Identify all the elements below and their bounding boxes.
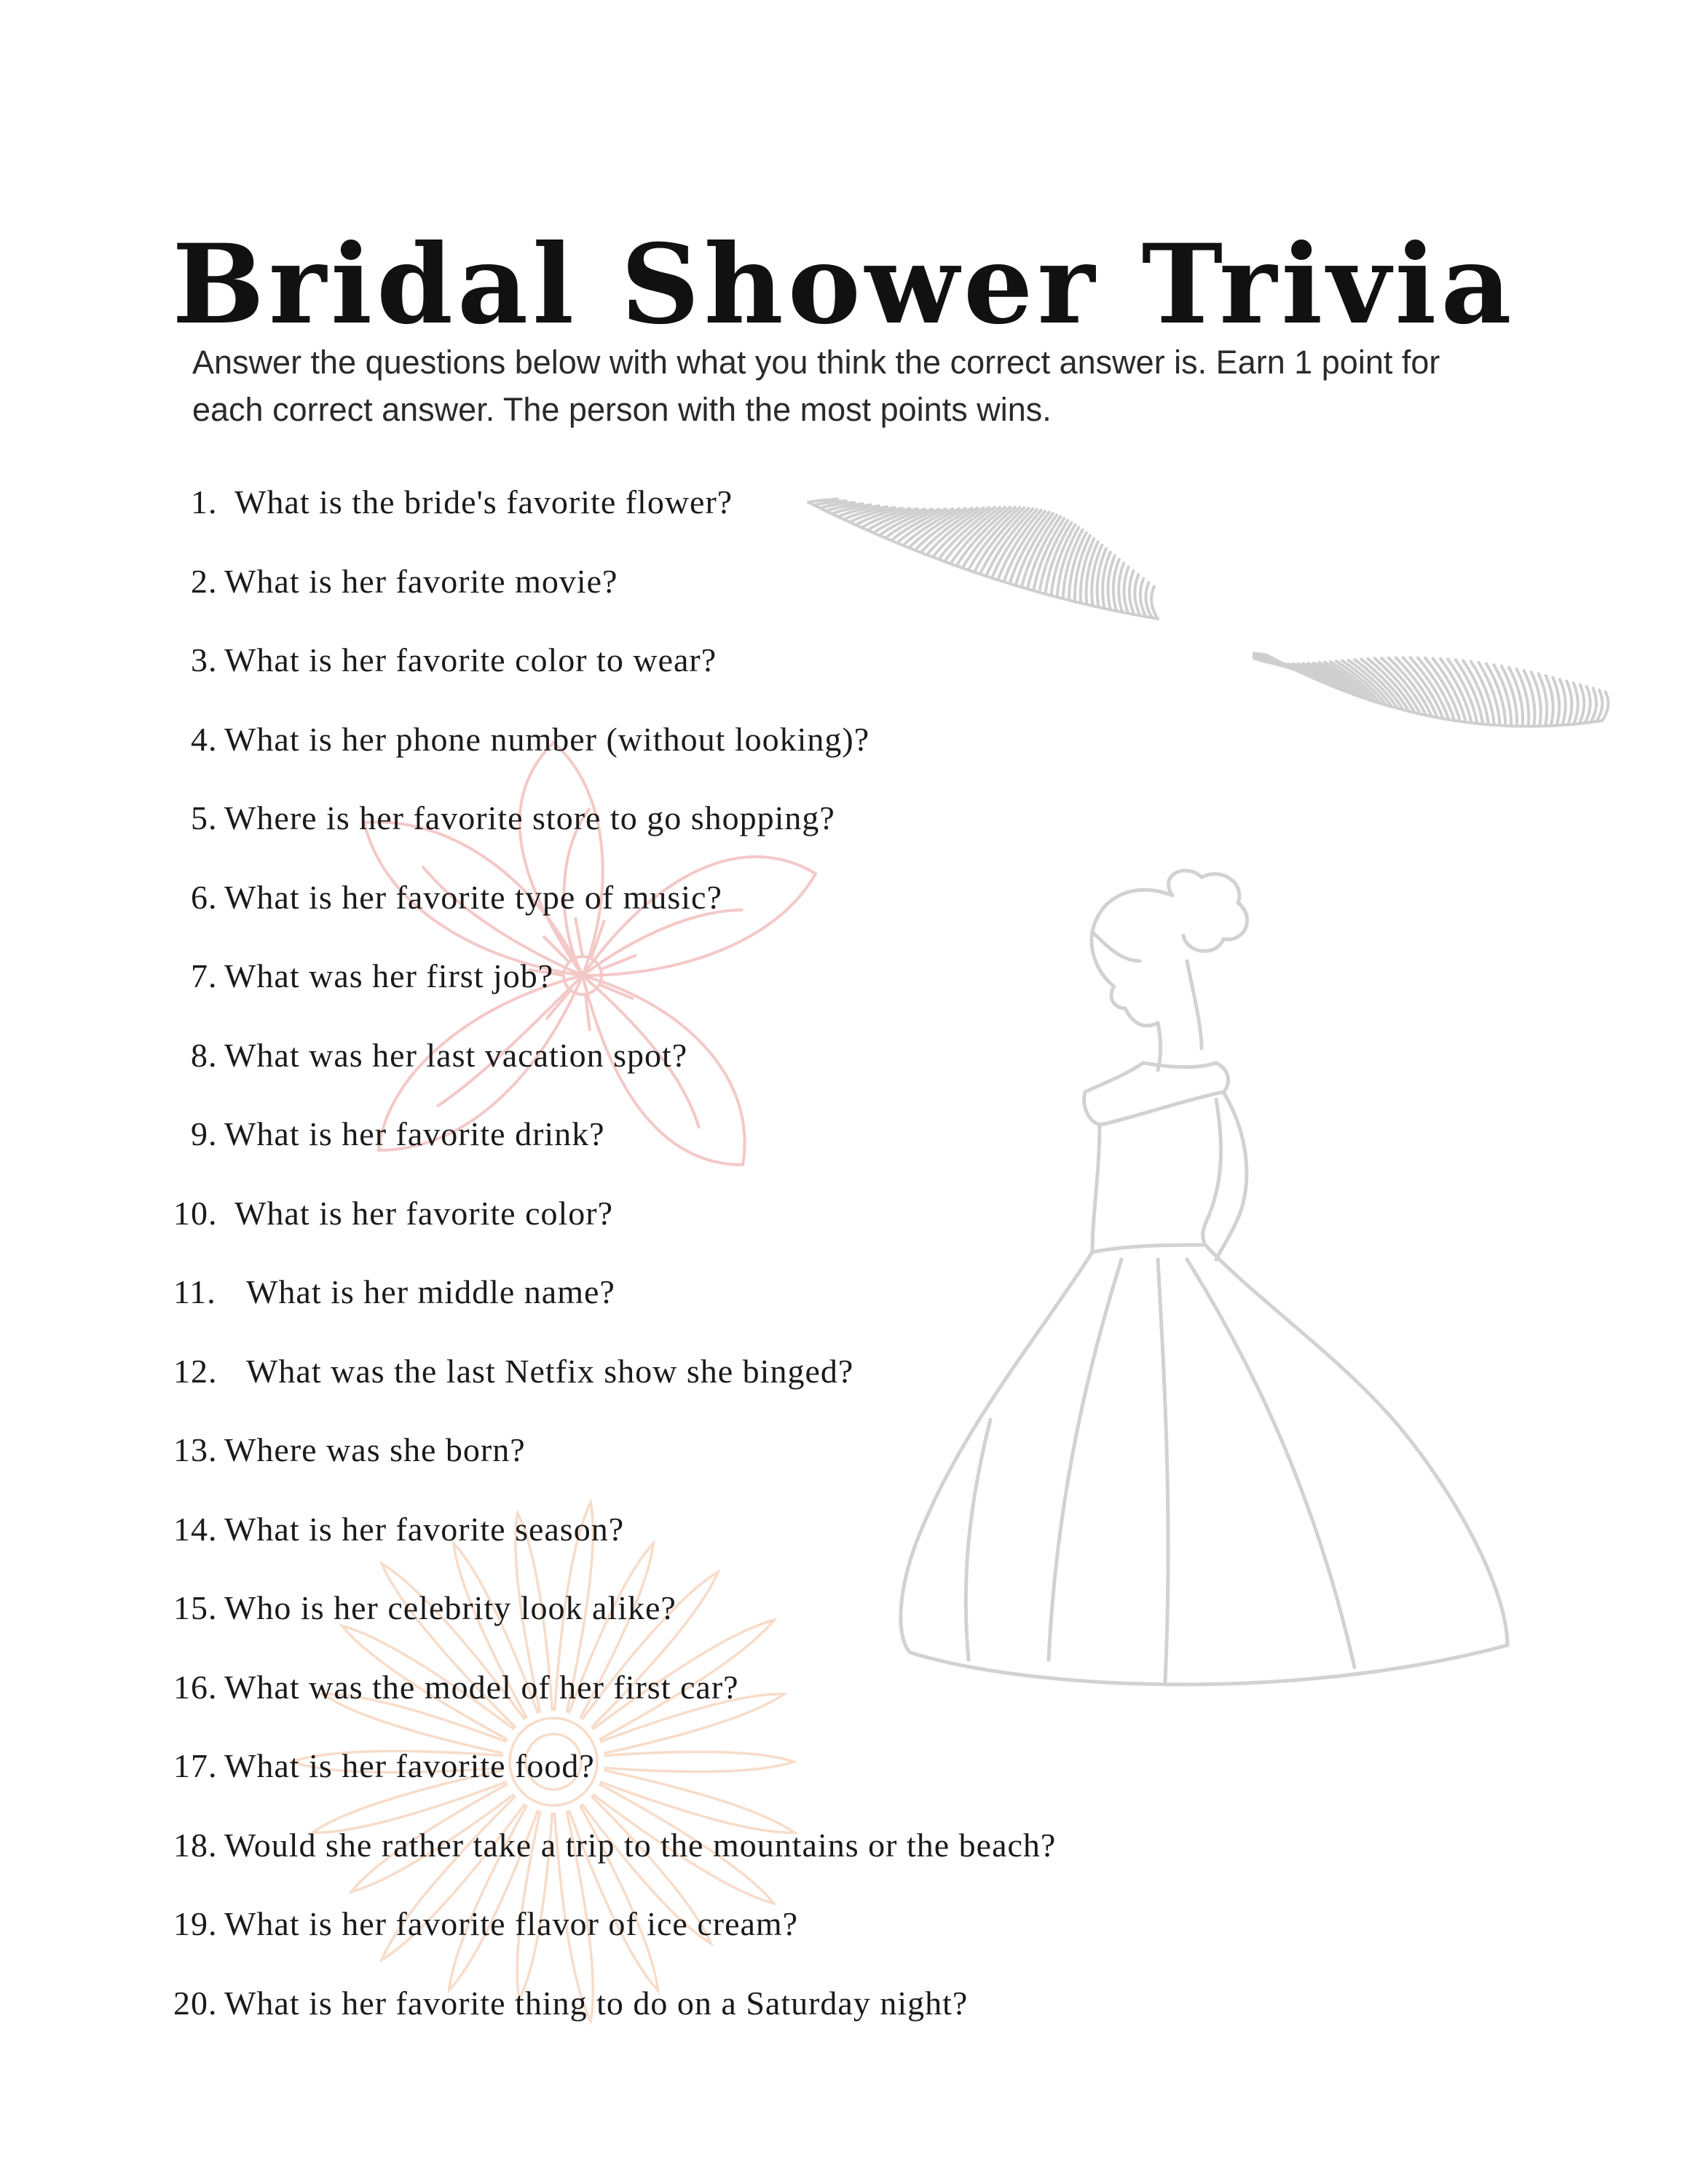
question-text: What was her last vacation spot? [224,1037,688,1074]
question-text: Where is her favorite store to go shopping? [224,799,835,836]
question-text: What is her favorite thing to do on a Saturday night? [224,1985,969,2022]
question-item [0,1662,1456,1713]
question-number: 4. [191,721,218,758]
question-item [0,1978,1456,2029]
instructions-text: Answer the questions below with what you think the correct answer is. Earn 1 point for each correct answer. The person with the most points wins. [192,344,1440,428]
question-number: 13. [173,1431,218,1468]
question-item [0,1504,1456,1555]
question-item [0,556,1456,607]
question-item [0,1109,1456,1160]
question-item [0,1899,1456,1950]
question-item [0,793,1456,844]
page-title: Bridal Shower Trivia [172,220,1516,349]
question-text: What is her favorite season? [224,1511,625,1548]
question-number: 12. [173,1353,218,1390]
question-item [0,872,1456,923]
question-number: 7. [191,957,218,994]
question-text: What is her favorite food? [224,1747,595,1784]
question-text: What is her middle name? [246,1273,615,1310]
question-text: Would she rather take a trip to the mountains or the beach? [224,1827,1057,1864]
question-item [0,1583,1456,1634]
question-number: 16. [173,1669,218,1706]
question-text: What is her favorite color to wear? [224,641,717,678]
question-text: Where was she born? [224,1431,526,1468]
question-item [0,1346,1456,1397]
question-number: 15. [173,1589,218,1626]
question-item [0,951,1456,1002]
question-text: Who is her celebrity look alike? [224,1589,677,1626]
question-item [0,477,1456,528]
question-item [0,1030,1456,1081]
question-number: 5. [191,799,218,836]
question-item [0,1820,1456,1871]
question-item [0,1267,1456,1318]
question-text: What is the bride's favorite flower? [234,483,733,521]
question-item [0,1188,1456,1239]
question-number: 18. [173,1827,218,1864]
question-item [0,1425,1456,1476]
question-number: 9. [191,1115,218,1152]
question-text: What is her favorite color? [234,1195,613,1232]
question-text: What is her favorite movie? [224,563,618,600]
question-item [0,1741,1456,1792]
question-number: 11. [173,1273,216,1310]
question-number: 19. [173,1905,218,1942]
question-text: What was her first job? [224,957,554,994]
question-number: 1. [191,483,218,521]
question-text: What was the last Netfix show she binged? [246,1353,854,1390]
question-number: 14. [173,1511,218,1548]
question-text: What was the model of her first car? [224,1669,739,1706]
question-text: What is her favorite type of music? [224,879,722,916]
question-number: 2. [191,563,218,600]
question-number: 20. [173,1985,218,2022]
question-item [0,635,1456,686]
question-text: What is her phone number (without looking)? [224,721,870,758]
question-number: 17. [173,1747,218,1784]
question-number: 3. [191,641,218,678]
question-item [0,714,1456,765]
question-number: 10. [173,1195,218,1232]
question-number: 8. [191,1037,218,1074]
question-text: What is her favorite flavor of ice cream? [224,1905,799,1942]
question-text: What is her favorite drink? [224,1115,605,1152]
question-number: 6. [191,879,218,916]
